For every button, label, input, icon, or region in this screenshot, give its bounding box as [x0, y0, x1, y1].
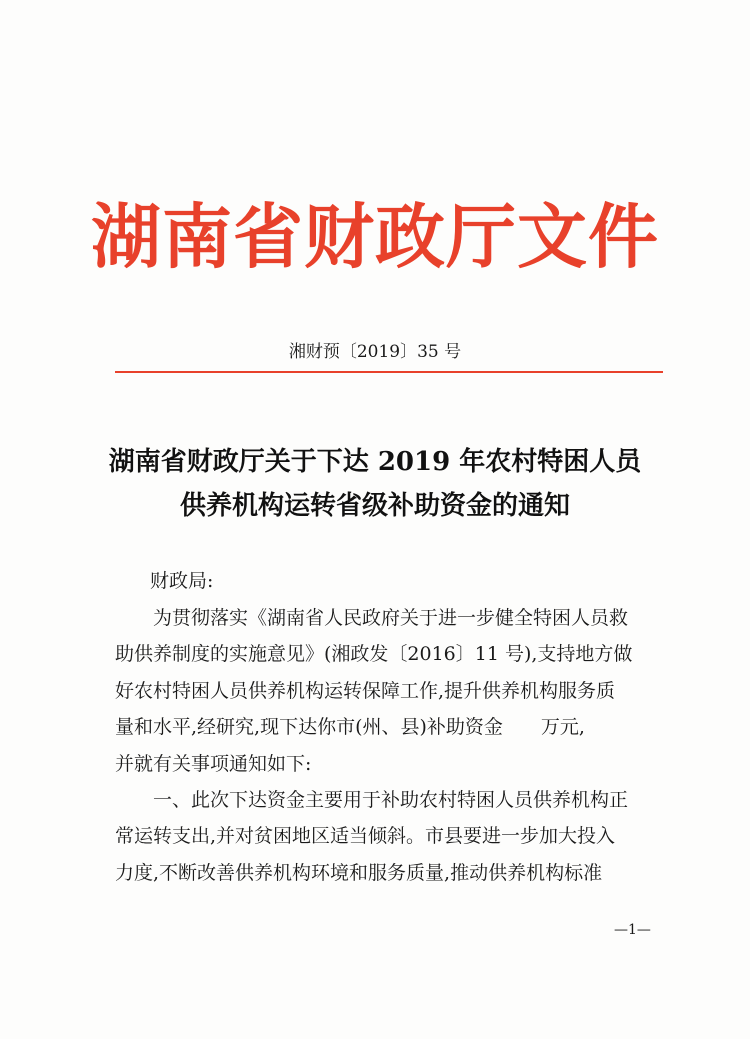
page-number: —1—: [614, 922, 651, 938]
document-masthead: 湖南省财政厅文件: [91, 196, 659, 278]
document-body: [115, 600, 675, 891]
addressee: 财政局:: [150, 570, 214, 592]
document-title: [0, 440, 750, 528]
body-line: 助供养制度的实施意见》(湘政发〔2016〕11 号),支持地方做: [115, 643, 633, 666]
red-separator-line: [115, 371, 663, 373]
body-line: 力度,不断改善供养机构环境和服务质量,推动供养机构标准: [115, 861, 603, 884]
document-title-line-1: 湖南省财政厅关于下达 2019 年农村特困人员: [108, 447, 642, 477]
document-title-line-2: 供养机构运转省级补助资金的通知: [179, 491, 570, 521]
body-line: 一、此次下达资金主要用于补助农村特困人员供养机构正: [115, 789, 629, 812]
body-line: 并就有关事项通知如下:: [115, 752, 312, 775]
body-line: 量和水平,经研究,现下达你市(州、县)补助资金 万元,: [115, 716, 585, 739]
body-line: 好农村特困人员供养机构运转保障工作,提升供养机构服务质: [115, 679, 616, 702]
body-line: 为贯彻落实《湖南省人民政府关于进一步健全特困人员救: [115, 607, 629, 629]
document-number: 湘财预〔2019〕35 号: [288, 342, 462, 362]
body-line: 常运转支出,并对贫困地区适当倾斜。市县要进一步加大投入: [115, 825, 616, 848]
